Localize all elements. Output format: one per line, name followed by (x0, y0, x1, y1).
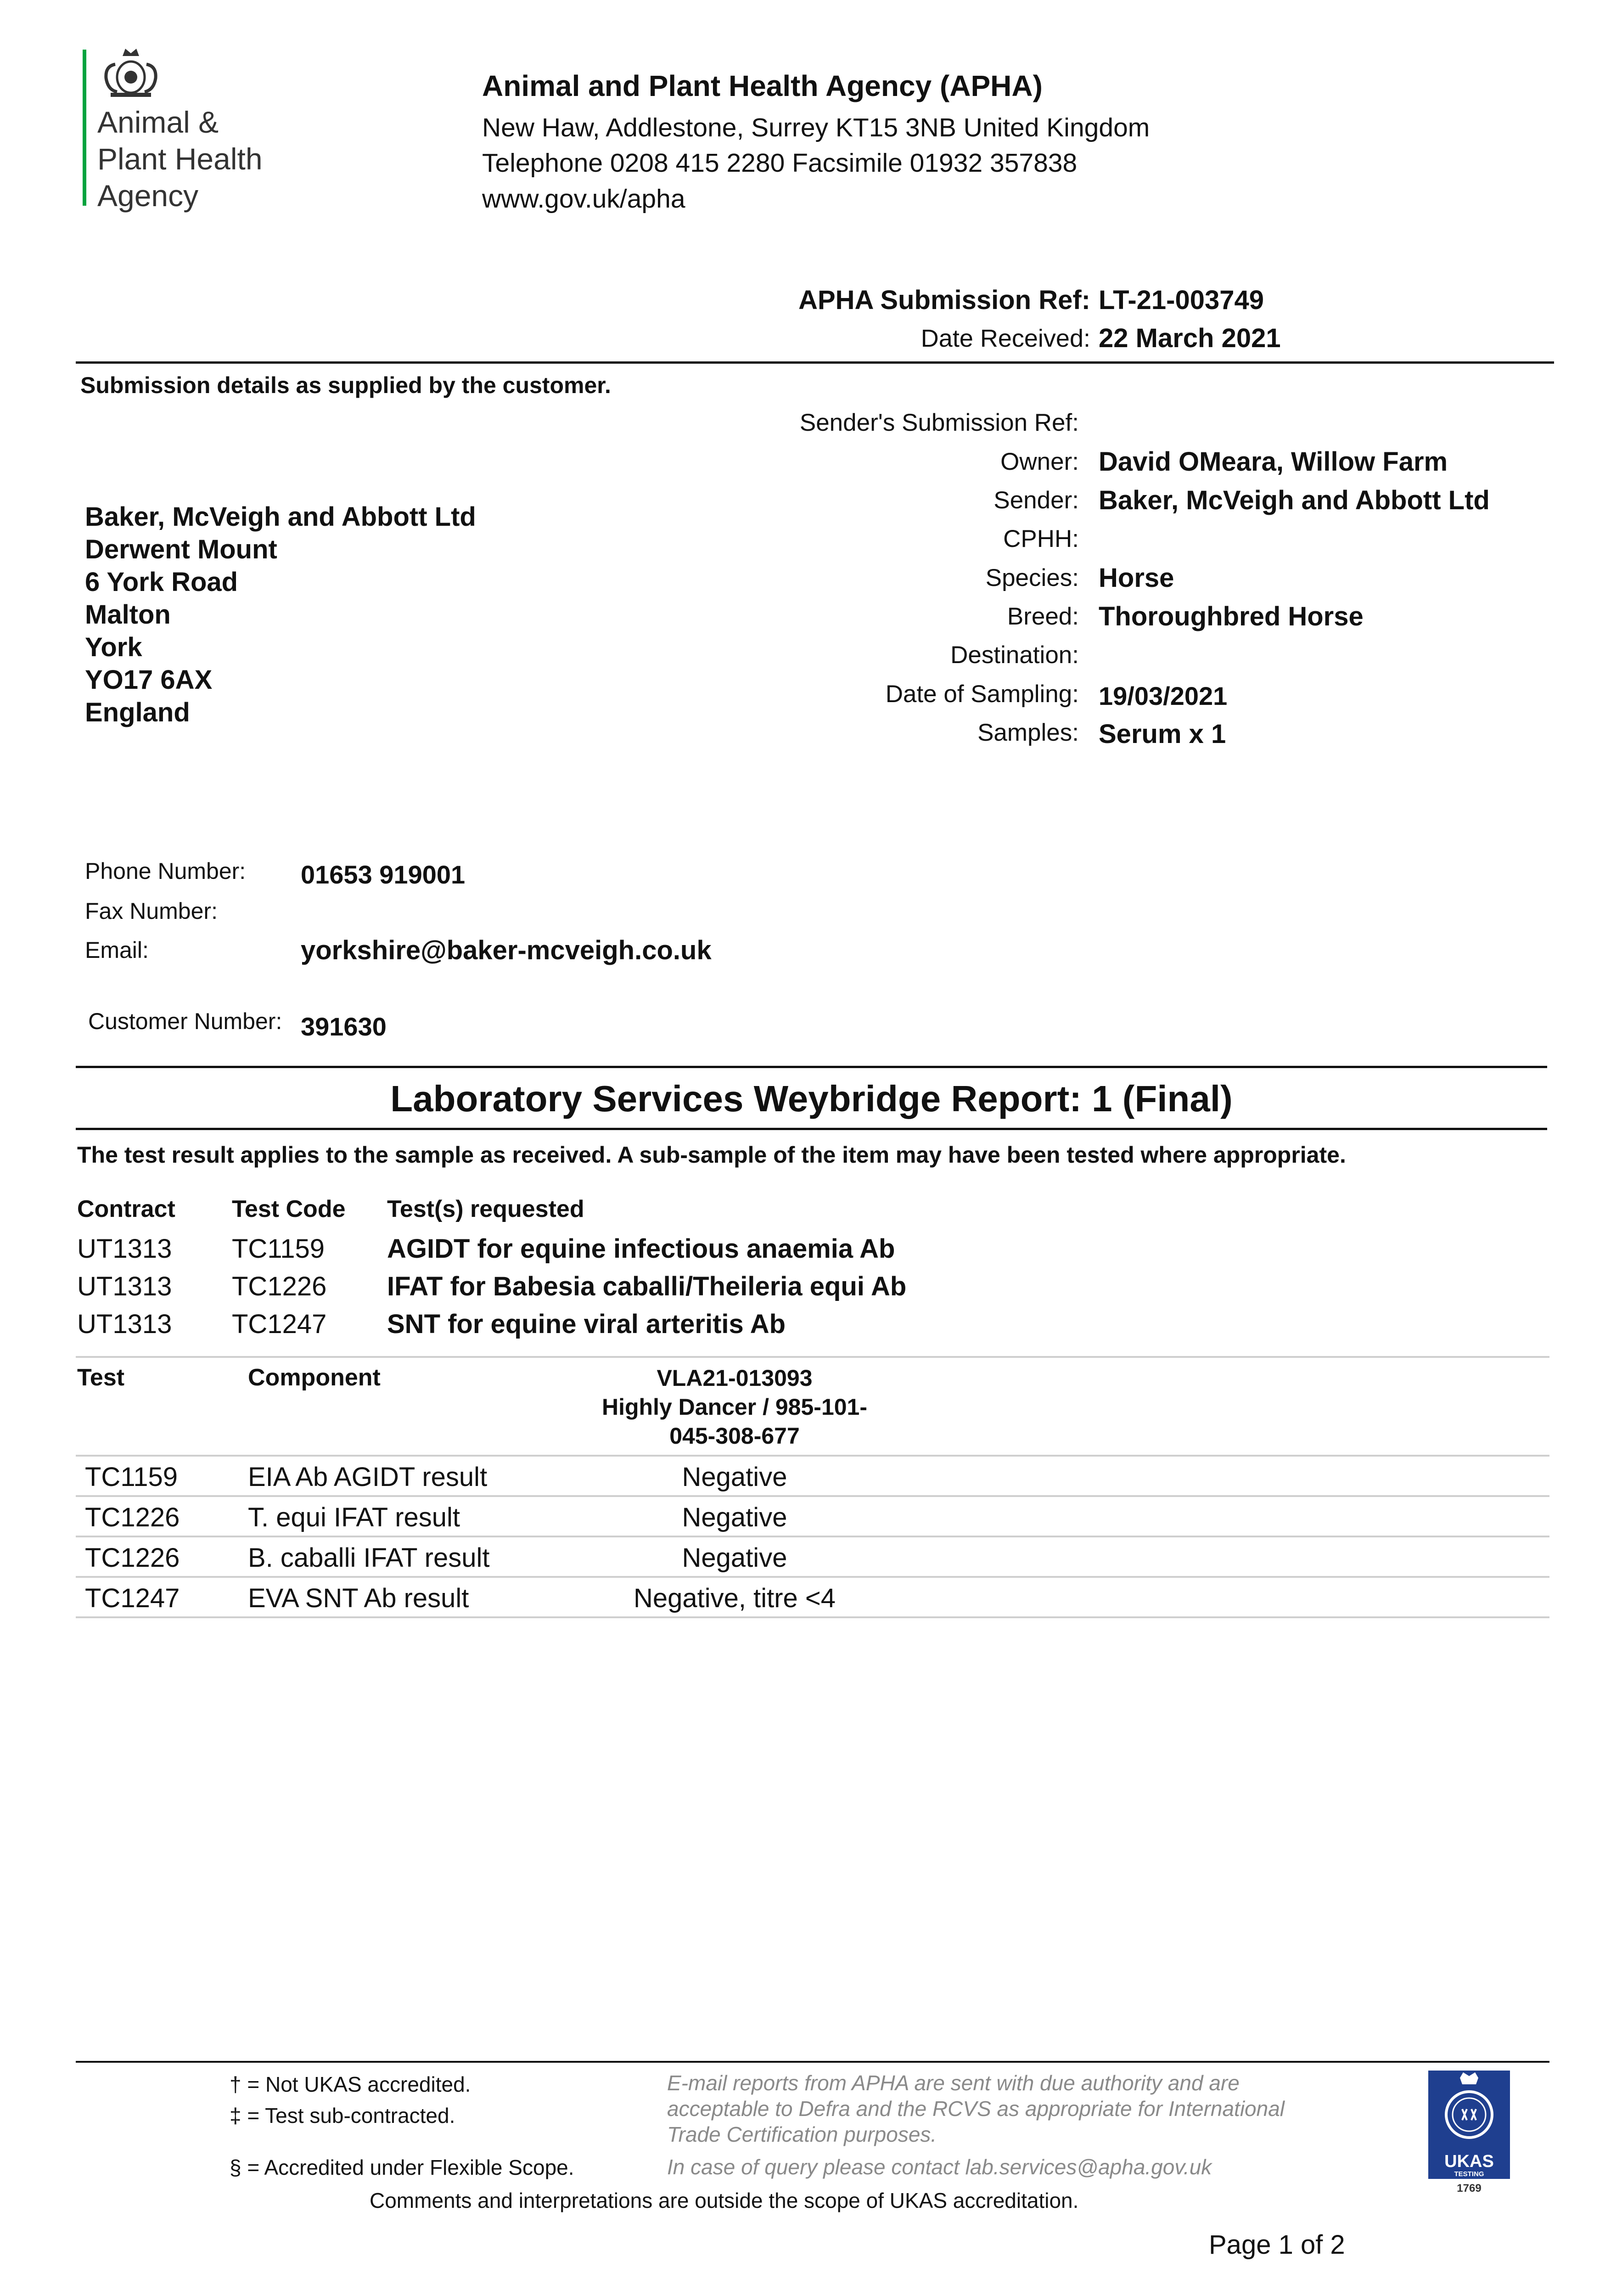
results-header-component: Component (248, 1364, 381, 1391)
report-bottom-divider (76, 1128, 1547, 1130)
email-value[interactable]: yorkshire@baker-mcveigh.co.uk (301, 935, 712, 965)
result-component: B. caballi IFAT result (248, 1543, 490, 1573)
request-test-name: SNT for equine viral arteritis Ab (387, 1309, 786, 1339)
logo-green-bar (83, 50, 86, 206)
footer-comments: Comments and interpretations are outside the scope of UKAS accreditation. (370, 2189, 1079, 2212)
requests-header-test-code: Test Code (232, 1196, 346, 1222)
submission-details-heading: Submission details as supplied by the customer. (80, 372, 611, 398)
address-line: Derwent Mount (85, 535, 277, 564)
result-test-code: TC1159 (85, 1462, 178, 1492)
submission-ref-label: APHA Submission Ref: (798, 285, 1090, 315)
result-value: Negative, titre <4 (633, 1583, 836, 1613)
result-test-code: TC1247 (85, 1583, 180, 1613)
results-header-rule (76, 1455, 1549, 1457)
result-value: Negative (682, 1543, 787, 1573)
row-rule (76, 1536, 1549, 1537)
header-divider (76, 361, 1554, 364)
results-top-rule (76, 1356, 1549, 1358)
result-test-code: TC1226 (85, 1503, 180, 1532)
customer-number-value: 391630 (301, 1012, 387, 1041)
results-header-test: Test (77, 1364, 125, 1391)
row-rule (76, 1576, 1549, 1578)
result-value: Negative (682, 1462, 787, 1492)
detail-value-owner: David OMeara, Willow Farm (1099, 447, 1448, 477)
disclaimer-line: Trade Certification purposes. (667, 2122, 937, 2146)
results-header-sample (551, 1364, 918, 1451)
detail-label-breed: Breed: (1007, 603, 1079, 630)
address-line: YO17 6AX (85, 665, 213, 695)
submission-ref-value: LT-21-003749 (1099, 285, 1264, 315)
footer-divider (76, 2061, 1549, 2063)
result-component: EVA SNT Ab result (248, 1583, 469, 1613)
detail-value-sender: Baker, McVeigh and Abbott Ltd (1099, 485, 1490, 515)
detail-label-samples: Samples: (977, 719, 1079, 746)
detail-label-species: Species: (985, 564, 1079, 591)
request-contract: UT1313 (77, 1272, 172, 1301)
royal-crest-icon (99, 46, 163, 99)
report-note: The test result applies to the sample as received. A sub-sample of the item may have been tested where appropriate. (77, 1142, 1346, 1168)
ukas-label: UKAS (1444, 2152, 1494, 2171)
sample-microchip: 045-308-677 (669, 1423, 800, 1449)
address-line: Baker, McVeigh and Abbott Ltd (85, 502, 476, 532)
ukas-logo-icon (1426, 2069, 1513, 2197)
row-rule (76, 1495, 1549, 1497)
request-test-code: TC1226 (232, 1272, 327, 1301)
customer-number-label: Customer Number: (88, 1008, 282, 1034)
legend-flexible-scope: § = Accredited under Flexible Scope. (230, 2155, 574, 2179)
fax-label: Fax Number: (85, 898, 218, 924)
address-line: York (85, 632, 142, 662)
detail-value-breed: Thoroughbred Horse (1099, 602, 1364, 631)
request-test-name: IFAT for Babesia caballi/Theileria equi Ab (387, 1272, 907, 1301)
logo-line-3: Agency (97, 179, 199, 213)
phone-label: Phone Number: (85, 858, 246, 884)
ukas-sub: TESTING (1454, 2170, 1484, 2178)
agency-address: New Haw, Addlestone, Surrey KT15 3NB United Kingdom (482, 113, 1150, 142)
result-value: Negative (682, 1503, 787, 1532)
detail-value-samples: Serum x 1 (1099, 719, 1226, 749)
agency-website[interactable]: www.gov.uk/apha (482, 184, 685, 214)
address-line: 6 York Road (85, 567, 238, 597)
agency-telephone: Telephone 0208 415 2280 Facsimile 01932 357838 (482, 148, 1078, 178)
legend-sub-contracted: ‡ = Test sub-contracted. (230, 2104, 455, 2127)
phone-value: 01653 919001 (301, 860, 466, 889)
detail-value-date-of-sampling: 19/03/2021 (1099, 681, 1228, 710)
report-top-divider (76, 1066, 1547, 1068)
request-test-code: TC1159 (232, 1234, 325, 1264)
request-test-code: TC1247 (232, 1309, 327, 1339)
request-contract: UT1313 (77, 1234, 172, 1264)
detail-label-cphh: CPHH: (1003, 525, 1079, 552)
agency-name: Animal and Plant Health Agency (APHA) (482, 69, 1043, 102)
logo-line-2: Plant Health (97, 142, 263, 176)
detail-label-sender: Sender: (993, 487, 1079, 514)
date-received-label: Date Received: (920, 325, 1090, 352)
disclaimer-line: E-mail reports from APHA are sent with due authority and are (667, 2071, 1240, 2095)
requests-header-contract: Contract (77, 1196, 175, 1222)
date-received-value: 22 March 2021 (1099, 323, 1281, 353)
result-component: EIA Ab AGIDT result (248, 1462, 488, 1492)
footer-disclaimer (667, 2070, 1285, 2147)
logo-line-1: Animal & (97, 105, 219, 139)
sample-animal: Highly Dancer / 985-101- (601, 1394, 868, 1420)
address-line: England (85, 698, 190, 727)
request-test-name: AGIDT for equine infectious anaemia Ab (387, 1234, 895, 1264)
detail-label-sender-ref: Sender's Submission Ref: (799, 409, 1079, 436)
page-number: Page 1 of 2 (1209, 2230, 1345, 2260)
result-test-code: TC1226 (85, 1543, 180, 1573)
row-rule (76, 1616, 1549, 1618)
detail-label-owner: Owner: (1000, 448, 1079, 475)
footer-query[interactable]: In case of query please contact lab.services@apha.gov.uk (667, 2155, 1212, 2179)
disclaimer-line: acceptable to Defra and the RCVS as appropriate for International (667, 2097, 1285, 2121)
logo-wordmark (97, 104, 263, 214)
report-title: Laboratory Services Weybridge Report: 1 (Final) (390, 1078, 1233, 1119)
result-component: T. equi IFAT result (248, 1503, 460, 1532)
requests-header-tests: Test(s) requested (387, 1196, 584, 1222)
sample-id: VLA21-013093 (657, 1365, 813, 1391)
email-label: Email: (85, 937, 149, 963)
detail-label-date-of-sampling: Date of Sampling: (885, 681, 1079, 708)
detail-value-species: Horse (1099, 563, 1174, 593)
request-contract: UT1313 (77, 1309, 172, 1339)
ukas-number: 1769 (1457, 2182, 1482, 2195)
legend-not-accredited: † = Not UKAS accredited. (230, 2072, 471, 2096)
address-line: Malton (85, 600, 171, 630)
detail-label-destination: Destination: (950, 642, 1079, 669)
customer-address (85, 501, 476, 729)
